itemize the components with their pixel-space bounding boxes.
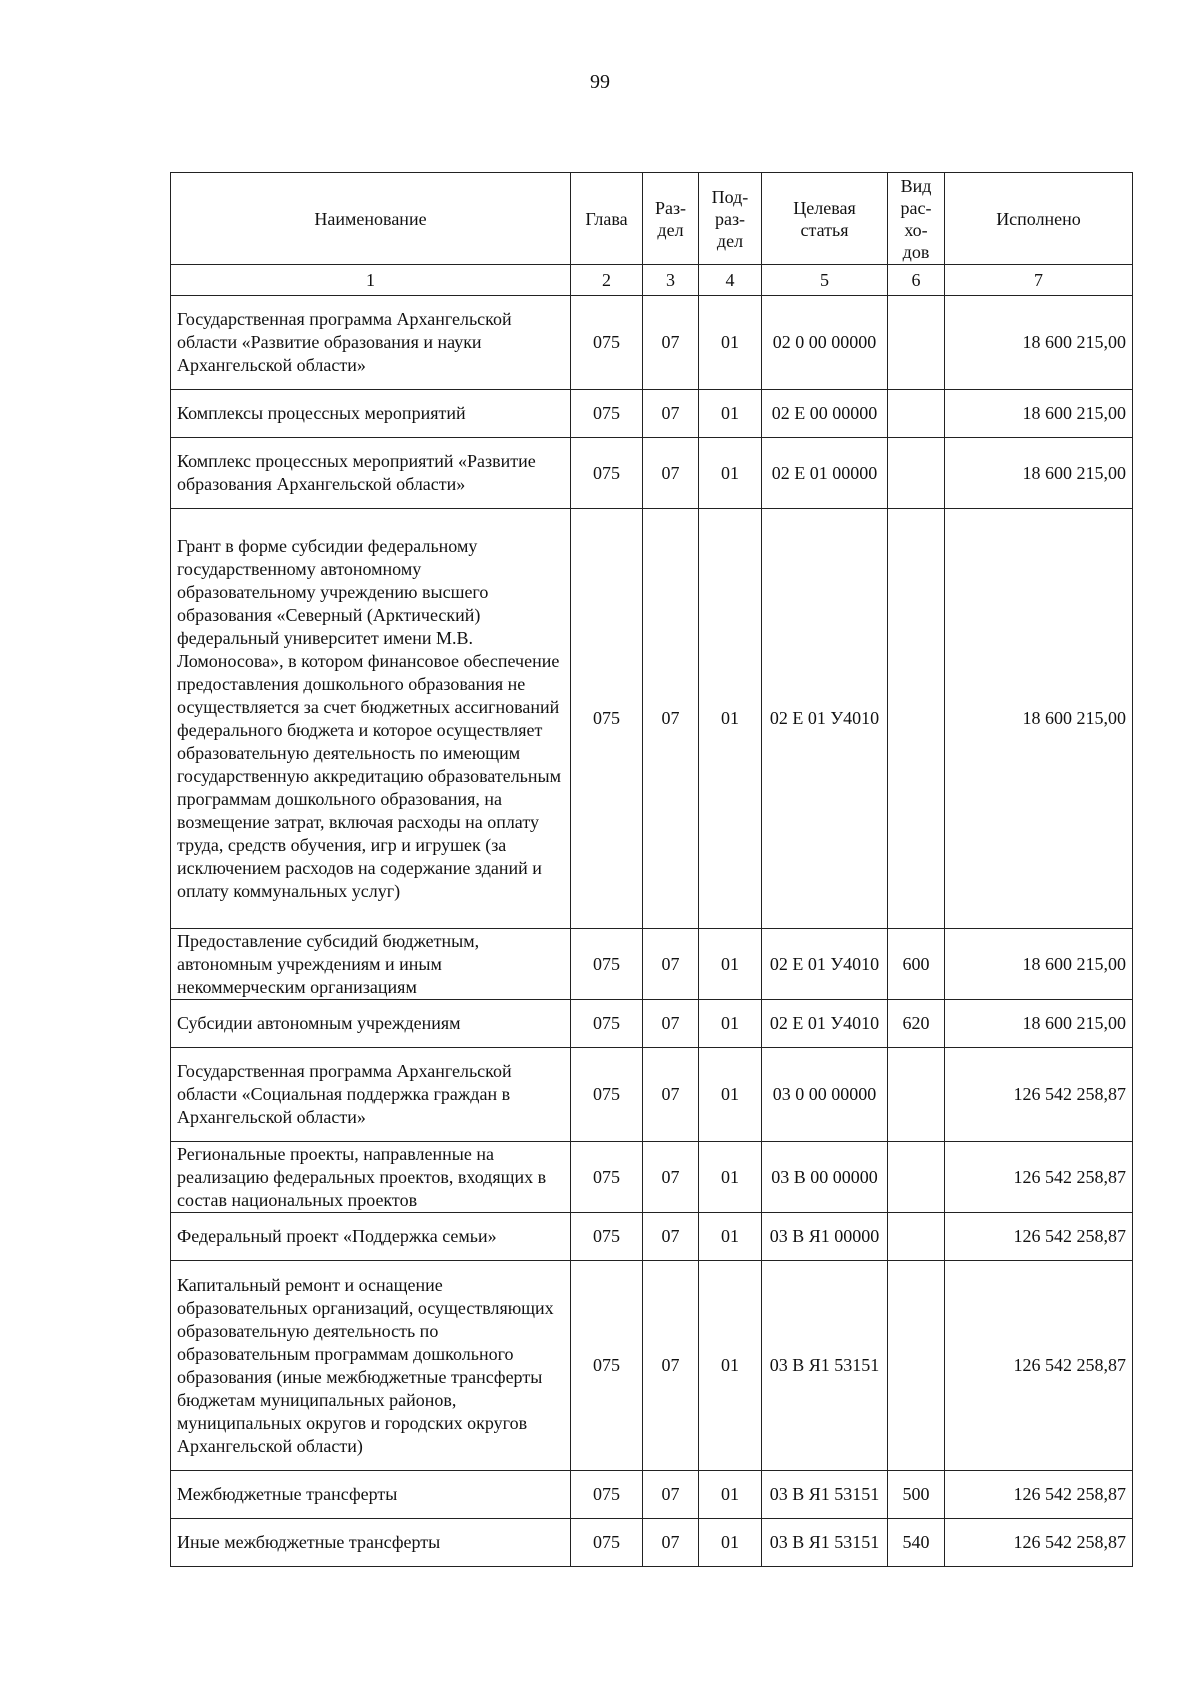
row-executed-amount: 18 600 215,00 [945, 296, 1133, 390]
table-row [171, 1142, 1133, 1213]
row-executed-amount: 126 542 258,87 [945, 1142, 1133, 1213]
table-row [171, 1213, 1133, 1261]
row-glava: 075 [571, 1048, 643, 1142]
row-name: Комплекс процессных мероприятий «Развитие образования Архангельской области» [171, 438, 571, 509]
row-razdel: 07 [643, 438, 699, 509]
row-target-article: 02 Е 01 00000 [762, 438, 888, 509]
table-row [171, 929, 1133, 1000]
row-name: Государственная программа Архангельской области «Развитие образования и науки Архангельской области» [171, 296, 571, 390]
row-expense-type [888, 509, 945, 929]
row-name: Капитальный ремонт и оснащение образовательных организаций, осуществляющих образовательную деятельность по образовательным программам дошкольного образования (иные межбюджетные трансферты бюджетам муниципальных районов, муниципальных округов и городских округов Архангельской области) [171, 1261, 571, 1471]
row-podrazdel: 01 [699, 296, 762, 390]
table-row [171, 509, 1133, 929]
table-header-row [171, 173, 1133, 265]
row-target-article: 02 Е 01 У4010 [762, 929, 888, 1000]
row-razdel: 07 [643, 296, 699, 390]
row-razdel: 07 [643, 1142, 699, 1213]
row-podrazdel: 01 [699, 390, 762, 438]
row-target-article: 03 В Я1 53151 [762, 1261, 888, 1471]
column-number: 4 [699, 265, 762, 296]
row-glava: 075 [571, 1000, 643, 1048]
row-target-article: 03 В Я1 00000 [762, 1213, 888, 1261]
row-razdel: 07 [643, 390, 699, 438]
row-executed-amount: 18 600 215,00 [945, 1000, 1133, 1048]
row-executed-amount: 126 542 258,87 [945, 1048, 1133, 1142]
row-expense-type [888, 1261, 945, 1471]
header-name: Наименование [171, 173, 571, 265]
row-expense-type [888, 1213, 945, 1261]
row-glava: 075 [571, 296, 643, 390]
column-number: 5 [762, 265, 888, 296]
row-target-article: 03 В Я1 53151 [762, 1519, 888, 1567]
row-name: Федеральный проект «Поддержка семьи» [171, 1213, 571, 1261]
row-glava: 075 [571, 1519, 643, 1567]
row-glava: 075 [571, 929, 643, 1000]
row-expense-type: 500 [888, 1471, 945, 1519]
row-podrazdel: 01 [699, 1471, 762, 1519]
row-glava: 075 [571, 1142, 643, 1213]
row-podrazdel: 01 [699, 1048, 762, 1142]
budget-table [170, 172, 1133, 1567]
header-glava: Глава [571, 173, 643, 265]
row-podrazdel: 01 [699, 438, 762, 509]
column-number: 1 [171, 265, 571, 296]
row-executed-amount: 18 600 215,00 [945, 438, 1133, 509]
row-target-article: 02 Е 01 У4010 [762, 1000, 888, 1048]
table-row [171, 1000, 1133, 1048]
row-executed-amount: 126 542 258,87 [945, 1519, 1133, 1567]
header-target-article: Целевая статья [762, 173, 888, 265]
row-glava: 075 [571, 509, 643, 929]
row-name: Иные межбюджетные трансферты [171, 1519, 571, 1567]
row-podrazdel: 01 [699, 1261, 762, 1471]
row-expense-type [888, 1142, 945, 1213]
row-expense-type: 600 [888, 929, 945, 1000]
row-glava: 075 [571, 1213, 643, 1261]
column-number: 7 [945, 265, 1133, 296]
row-expense-type [888, 390, 945, 438]
row-name: Комплексы процессных мероприятий [171, 390, 571, 438]
row-name: Предоставление субсидий бюджетным, автономным учреждениям и иным некоммерческим организациям [171, 929, 571, 1000]
row-podrazdel: 01 [699, 1213, 762, 1261]
row-executed-amount: 126 542 258,87 [945, 1213, 1133, 1261]
column-number: 2 [571, 265, 643, 296]
row-expense-type [888, 296, 945, 390]
row-target-article: 02 Е 01 У4010 [762, 509, 888, 929]
table-row [171, 1048, 1133, 1142]
column-number: 6 [888, 265, 945, 296]
header-executed: Исполнено [945, 173, 1133, 265]
row-razdel: 07 [643, 1048, 699, 1142]
page-number: 99 [590, 71, 610, 93]
row-executed-amount: 18 600 215,00 [945, 509, 1133, 929]
row-razdel: 07 [643, 1471, 699, 1519]
row-target-article: 02 0 00 00000 [762, 296, 888, 390]
row-executed-amount: 18 600 215,00 [945, 390, 1133, 438]
row-target-article: 02 Е 00 00000 [762, 390, 888, 438]
row-razdel: 07 [643, 929, 699, 1000]
row-executed-amount: 126 542 258,87 [945, 1471, 1133, 1519]
row-name: Государственная программа Архангельской области «Социальная поддержка граждан в Архангельской области» [171, 1048, 571, 1142]
row-glava: 075 [571, 1261, 643, 1471]
row-expense-type [888, 438, 945, 509]
row-target-article: 03 0 00 00000 [762, 1048, 888, 1142]
row-podrazdel: 01 [699, 929, 762, 1000]
header-podrazdel: Под- раз- дел [699, 173, 762, 265]
row-razdel: 07 [643, 1000, 699, 1048]
table-row [171, 390, 1133, 438]
row-glava: 075 [571, 438, 643, 509]
row-executed-amount: 126 542 258,87 [945, 1261, 1133, 1471]
header-expense-type: Вид рас- хо- дов [888, 173, 945, 265]
row-razdel: 07 [643, 1519, 699, 1567]
row-razdel: 07 [643, 1213, 699, 1261]
row-executed-amount: 18 600 215,00 [945, 929, 1133, 1000]
row-podrazdel: 01 [699, 1000, 762, 1048]
row-target-article: 03 В Я1 53151 [762, 1471, 888, 1519]
row-expense-type: 540 [888, 1519, 945, 1567]
row-expense-type [888, 1048, 945, 1142]
header-razdel: Раз- дел [643, 173, 699, 265]
row-podrazdel: 01 [699, 1142, 762, 1213]
column-number-row [171, 265, 1133, 296]
row-podrazdel: 01 [699, 509, 762, 929]
column-number: 3 [643, 265, 699, 296]
table-row [171, 1519, 1133, 1567]
row-glava: 075 [571, 390, 643, 438]
row-glava: 075 [571, 1471, 643, 1519]
row-name: Субсидии автономным учреждениям [171, 1000, 571, 1048]
row-razdel: 07 [643, 509, 699, 929]
row-target-article: 03 В 00 00000 [762, 1142, 888, 1213]
row-expense-type: 620 [888, 1000, 945, 1048]
row-name: Грант в форме субсидии федеральному государственному автономному образовательному учреждению высшего образования «Северный (Арктический) федеральный университет имени М.В. Ломоносова», в котором финансовое обеспечение предоставления дошкольного образования не осуществляется за счет бюджетных ассигнований федерального бюджета и которое осуществляет образовательную деятельность по имеющим государственную аккредитацию образовательным программам дошкольного образования, на возмещение затрат, включая расходы на оплату труда, средств обучения, игр и игрушек (за исключением расходов на содержание зданий и оплату коммунальных услуг) [171, 509, 571, 929]
table-row [171, 438, 1133, 509]
row-name: Межбюджетные трансферты [171, 1471, 571, 1519]
row-podrazdel: 01 [699, 1519, 762, 1567]
table-row [171, 296, 1133, 390]
table-row [171, 1471, 1133, 1519]
row-name: Региональные проекты, направленные на реализацию федеральных проектов, входящих в состав национальных проектов [171, 1142, 571, 1213]
row-razdel: 07 [643, 1261, 699, 1471]
table-row [171, 1261, 1133, 1471]
